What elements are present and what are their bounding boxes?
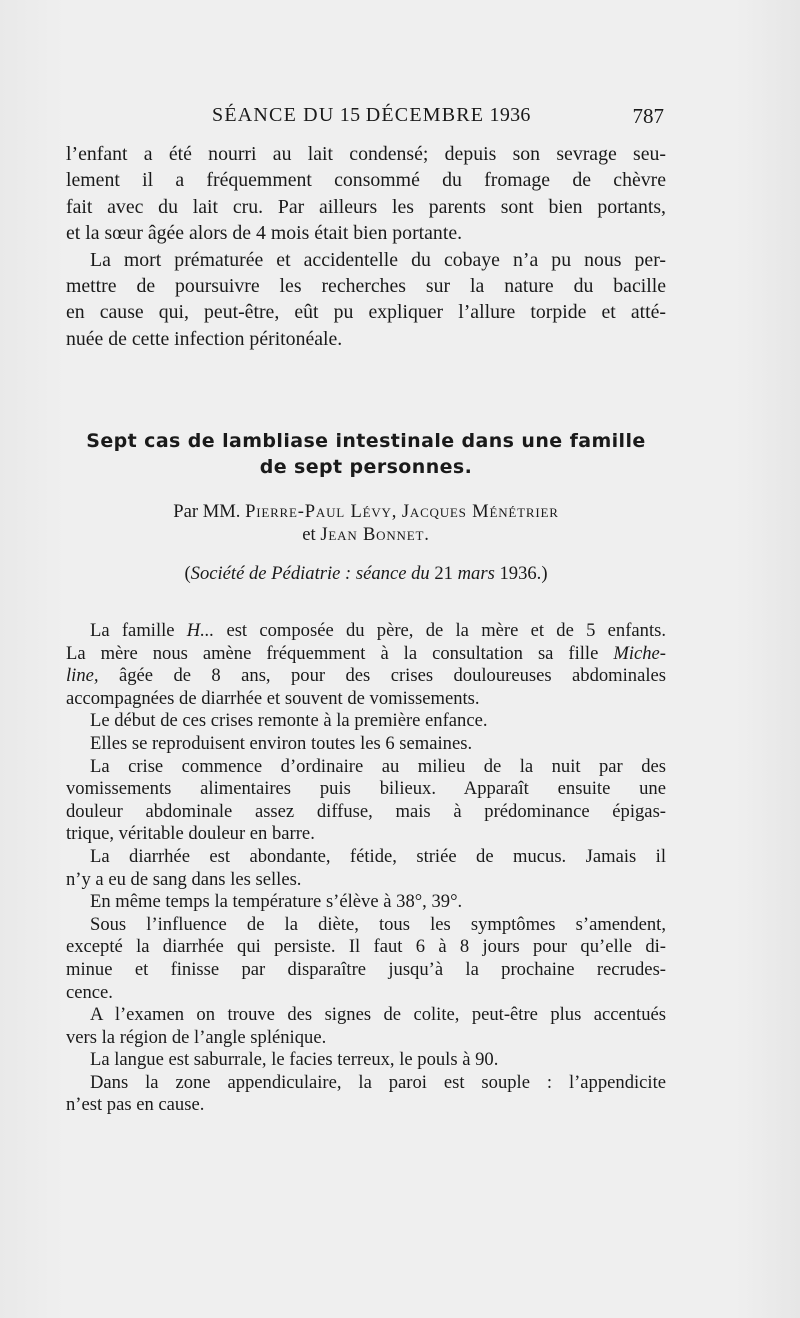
author-name: Pierre-Paul Lévy, bbox=[245, 501, 398, 522]
source-society: Société de Pédiatrie : séance du bbox=[190, 563, 430, 584]
patient-name: line, bbox=[66, 665, 99, 687]
text-line: Dans la zone appendiculaire, la paroi est souple : l’appendicite bbox=[90, 1071, 666, 1093]
running-head-day: 15 bbox=[339, 104, 361, 126]
running-head-year: 1936 bbox=[489, 104, 531, 126]
continuation-text bbox=[66, 141, 666, 352]
running-head bbox=[62, 104, 664, 134]
text-line: en cause qui, peut-être, eût pu expliquer l’allure torpide et atté- bbox=[66, 301, 666, 324]
text-line: La famille H... est composée du père, de la mère et de 5 enfants. bbox=[90, 620, 666, 641]
text-line: l’enfant a été nourri au lait condensé; depuis son sevrage seu- bbox=[66, 143, 666, 165]
article-title bbox=[66, 428, 666, 480]
source-paren: ( bbox=[184, 563, 191, 584]
running-head-title bbox=[212, 104, 531, 127]
text-line: vomissements alimentaires puis bilieux. Apparaît ensuite une bbox=[66, 778, 666, 800]
text-line: nuée de cette infection péritonéale. bbox=[66, 327, 343, 350]
running-head-session: SÉANCE DU bbox=[212, 104, 335, 126]
byline-line bbox=[66, 500, 666, 523]
text-line: A l’examen on trouve des signes de colite, peut-être plus accentués bbox=[90, 1004, 666, 1026]
source-year: 1936.) bbox=[499, 563, 548, 584]
text-line: excepté la diarrhée qui persiste. Il faut 6 à 8 jours pour qu’elle di- bbox=[66, 936, 666, 958]
family-initial: H... bbox=[186, 620, 215, 641]
text-line: douleur abdominale assez diffuse, mais à prédominance épigas- bbox=[66, 800, 666, 822]
text-line: fait avec du lait cru. Par ailleurs les parents sont bien portants, bbox=[66, 195, 666, 218]
text-line: trique, véritable douleur en barre. bbox=[66, 823, 315, 845]
text-line: La mort prématurée et accidentelle du cobaye n’a pu nous per- bbox=[90, 248, 666, 271]
patient-name: Miche- bbox=[613, 642, 666, 664]
text-line: La crise commence d’ordinaire au milieu de la nuit par des bbox=[90, 755, 666, 777]
text-line: minue et finisse par disparaître jusqu’à la prochaine recrudes- bbox=[66, 958, 666, 980]
author-name: Jean Bonnet. bbox=[320, 524, 430, 545]
byline-line bbox=[66, 523, 666, 546]
text-line: cence. bbox=[66, 981, 113, 1003]
text-line: n’y a eu de sang dans les selles. bbox=[66, 868, 302, 890]
text-line: En même temps la température s’élève à 38°, 39°. bbox=[90, 891, 463, 913]
text-line: n’est pas en cause. bbox=[66, 1094, 205, 1116]
text-line: accompagnées de diarrhée et souvent de vomissements. bbox=[66, 687, 480, 709]
source-month: mars bbox=[457, 563, 495, 584]
source-citation bbox=[66, 563, 666, 585]
article-title-line: Sept cas de lambliase intestinale dans une famille bbox=[86, 430, 646, 452]
text-line: line, âgée de 8 ans, pour des crises douloureuses abdominales bbox=[66, 665, 666, 687]
article-title-line: de sept personnes. bbox=[259, 456, 473, 478]
text-line: mettre de poursuivre les recherches sur la nature du bacille bbox=[66, 274, 666, 297]
text-line: La diarrhée est abondante, fétide, striée de mucus. Jamais il bbox=[90, 845, 666, 867]
text-line: vers la région de l’angle splénique. bbox=[66, 1026, 327, 1048]
text-line: et la sœur âgée alors de 4 mois était bien portante. bbox=[66, 222, 463, 245]
byline-prefix: Par MM. bbox=[173, 501, 241, 522]
text-line: Elles se reproduisent environ toutes les 6 semaines. bbox=[90, 732, 473, 754]
page-number: 787 bbox=[632, 104, 664, 128]
author-name: Jacques Ménétrier bbox=[401, 501, 559, 522]
text-line: La langue est saburrale, le facies terreux, le pouls à 90. bbox=[90, 1049, 499, 1071]
source-day: 21 bbox=[434, 563, 453, 584]
text-line: Sous l’influence de la diète, tous les symptômes s’amendent, bbox=[90, 913, 666, 935]
text-line: lement il a fréquemment consommé du fromage de chèvre bbox=[66, 169, 666, 192]
byline-conjunction: et bbox=[302, 524, 316, 545]
running-head-month: DÉCEMBRE bbox=[365, 104, 485, 126]
text-line: La mère nous amène fréquemment à la consultation sa fille Miche- bbox=[66, 642, 666, 664]
text-line: Le début de ces crises remonte à la première enfance. bbox=[90, 710, 488, 732]
author-byline bbox=[66, 500, 666, 546]
article-body bbox=[66, 620, 666, 1117]
